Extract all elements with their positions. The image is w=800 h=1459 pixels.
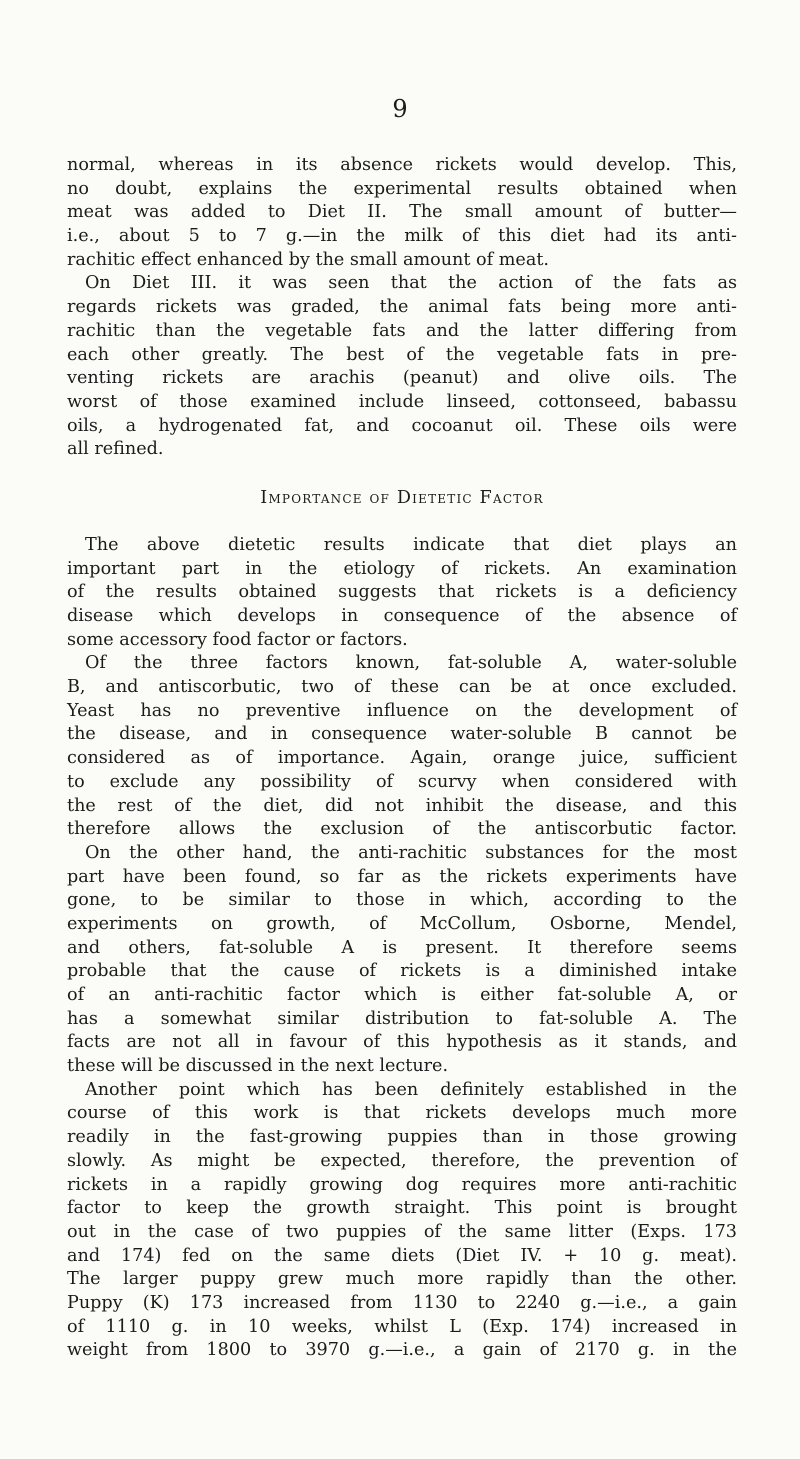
text-line: i.e., about 5 to 7 g.—in the milk of this diet had its anti- <box>67 226 737 247</box>
text-line: important part in the etiology of rickets. An examination <box>67 558 737 579</box>
text-line: to exclude any possibility of scurvy when considered with <box>67 771 737 792</box>
text-line: each other greatly. The best of the vegetable fats in pre- <box>67 344 737 365</box>
text-line: some accessory food factor or factors. <box>67 629 408 650</box>
text-line: out in the case of two puppies of the same litter (Exps. 173 <box>67 1221 737 1242</box>
text-line: considered as of importance. Again, orange juice, sufficient <box>67 748 737 769</box>
text-line: therefore allows the exclusion of the antiscorbutic factor. <box>67 819 737 840</box>
text-line: part have been found, so far as the rickets experiments have <box>67 866 737 887</box>
text-line: venting rickets are arachis (peanut) and olive oils. The <box>67 368 737 389</box>
text-line: of an anti-rachitic factor which is either fat-soluble A, or <box>67 985 737 1005</box>
text-line: Of the three factors known, fat-soluble A, water-soluble <box>85 653 737 674</box>
text-line: B, and antiscorbutic, two of these can be at once excluded. <box>67 677 737 698</box>
text-line: facts are not all in favour of this hypothesis as it stands, and <box>67 1032 737 1053</box>
text-line: oils, a hydrogenated fat, and cocoanut oil. These oils were <box>67 415 737 436</box>
text-line: meat was added to Diet II. The small amount of butter— <box>67 202 737 223</box>
text-line: all refined. <box>67 439 164 460</box>
text-line: gone, to be similar to those in which, according to the <box>67 890 737 911</box>
text-line: Another point which has been definitely established in the <box>85 1079 737 1100</box>
text-line: On Diet III. it was seen that the action of the fats as <box>85 273 737 294</box>
text-line: The larger puppy grew much more rapidly than the other. <box>67 1269 737 1290</box>
text-line: regards rickets was graded, the animal fats being more anti- <box>67 297 737 318</box>
text-line: slowly. As might be expected, therefore, the prevention of <box>67 1150 737 1171</box>
text-line: factor to keep the growth straight. This point is brought <box>67 1198 737 1219</box>
text-line: of 1110 g. in 10 weeks, whilst L (Exp. 174) increased in <box>67 1316 737 1337</box>
text-line: no doubt, explains the experimental results obtained when <box>67 178 737 199</box>
text-line: probable that the cause of rickets is a diminished intake <box>67 961 737 982</box>
text-line: normal, whereas in its absence rickets would develop. This, <box>67 155 737 175</box>
text-line: these will be discussed in the next lecture. <box>67 1056 449 1077</box>
text-line: On the other hand, the anti-rachitic substances for the most <box>85 842 737 863</box>
text-line: worst of those examined include linseed, cottonseed, babassu <box>67 391 737 412</box>
text-line: and others, fat-soluble A is present. It therefore seems <box>67 937 737 958</box>
text-line: the rest of the diet, did not inhibit the disease, and this <box>67 795 737 816</box>
text-line: disease which develops in consequence of the absence of <box>67 606 737 626</box>
text-line: Yeast has no preventive influence on the development of <box>67 700 737 721</box>
text-line: weight from 1800 to 3970 g.—i.e., a gain of 2170 g. in the <box>67 1340 737 1361</box>
section-heading: Importance of Dietetic Factor <box>260 487 544 508</box>
text-line: The above dietetic results indicate that diet plays an <box>85 534 737 555</box>
text-line: of the results obtained suggests that rickets is a deficiency <box>67 582 737 603</box>
text-line: course of this work is that rickets develops much more <box>67 1103 737 1124</box>
text-line: and 174) fed on the same diets (Diet IV. + 10 g. meat). <box>67 1245 737 1266</box>
text-line: has a somewhat similar distribution to fat-soluble A. The <box>67 1008 737 1029</box>
text-line: readily in the fast-growing puppies than in those growing <box>67 1127 737 1148</box>
text-line: rickets in a rapidly growing dog requires more anti-rachitic <box>67 1174 737 1195</box>
text-line: Puppy (K) 173 increased from 1130 to 2240 g.—i.e., a gain <box>67 1292 737 1313</box>
body-text <box>67 154 737 1363</box>
text-line: the disease, and in consequence water-soluble B cannot be <box>67 724 737 745</box>
page-number: 9 <box>392 95 408 123</box>
text-line: rachitic effect enhanced by the small amount of meat. <box>67 249 549 270</box>
text-line: experiments on growth, of McCollum, Osborne, Mendel, <box>67 913 737 934</box>
text-line: rachitic than the vegetable fats and the latter differing from <box>67 320 737 341</box>
